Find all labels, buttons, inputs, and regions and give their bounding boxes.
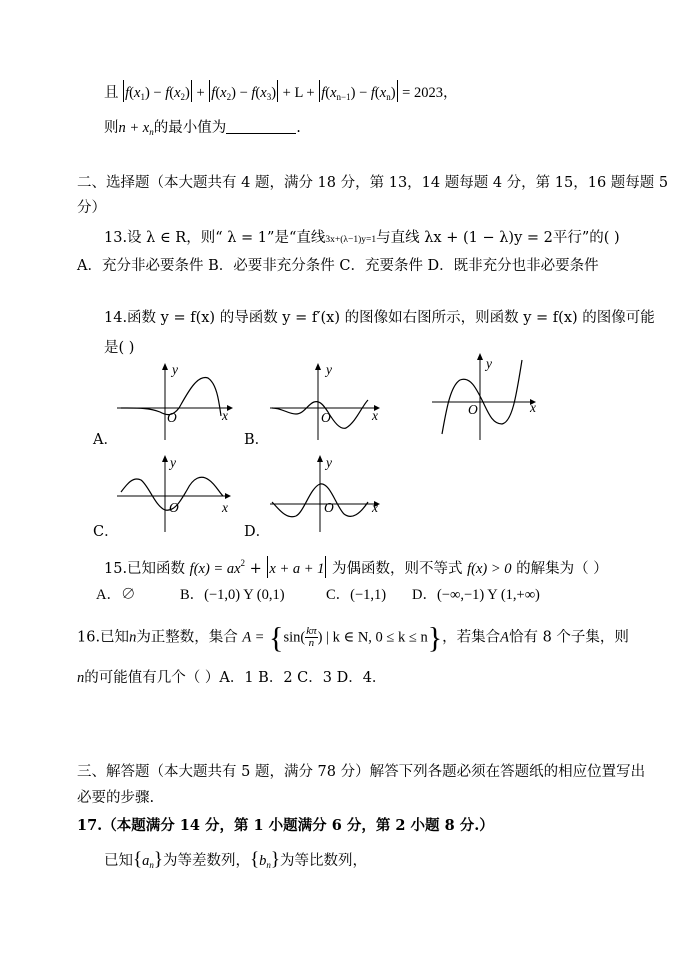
comma: ， <box>442 85 458 101</box>
q17-text-b: 为等差数列， <box>163 853 250 869</box>
word-ze: 则 <box>104 120 119 136</box>
q16-stem: 16.已知n为正整数，集合 A = {sin( $\frac{k\pi}{n}$ ) | k ∈ N, 0 ≤ k ≤ n}，若集合A恰有 8 个子集，则 <box>77 621 629 655</box>
min-value-text: 的最小值为 <box>153 120 227 136</box>
q16-frac-den: n <box>308 637 315 649</box>
graph-a-origin: O <box>167 410 177 425</box>
q16-set-a: A = <box>242 629 265 646</box>
q15-option-b: B．(−1,0) Y (0,1) <box>180 587 285 603</box>
derivative-y-label: y <box>486 356 492 371</box>
q15-square: 2 <box>240 558 246 568</box>
q15-option-d: D．(−∞,−1) Y (1,+∞) <box>412 587 540 603</box>
q16-set-name: A <box>500 629 509 646</box>
graph-c-x-label: x <box>222 500 228 515</box>
option-d-label: D． <box>244 524 271 540</box>
q15-function: f(x) = ax <box>189 561 241 577</box>
word-qie: 且 <box>104 85 119 101</box>
q15-option-a: A．∅ <box>96 587 136 603</box>
q16-sin: sin( <box>283 629 306 646</box>
ellipsis-term: + L + <box>282 85 315 101</box>
q17-an-sub: n <box>149 860 154 870</box>
graph-d-origin: O <box>324 500 334 515</box>
q15-option-c: C．(−1,1) <box>326 587 387 603</box>
q17-bn: b <box>259 853 267 869</box>
q17-text-c: 为等比数列， <box>280 853 367 869</box>
option-a-label: A． <box>93 432 118 448</box>
q15-inequality: f(x) > 0 <box>467 561 512 577</box>
q16-text-b: 为正整数，集合 <box>136 629 238 646</box>
graph-a-y-label: y <box>172 362 178 377</box>
graph-a-x-label: x <box>222 408 228 423</box>
q13-line-equation: 3x+(λ−1)y=1 <box>325 235 377 245</box>
section3-header: 三、解答题（本大题共有 5 题，满分 78 分）解答下列各题必须在答题纸的相应位置写出 <box>77 764 646 780</box>
graph-b-y-label: y <box>326 362 332 377</box>
q16-n: n <box>129 629 137 646</box>
q15-stem: 15.已知函数 $f(x) = ax^2 + x + a + 1$ 为偶函数，则不等式 f(x) > 0 的解集为（ ） <box>104 558 608 577</box>
q16-options-line <box>77 668 386 688</box>
q14-stem-cont: 是( ) <box>104 340 135 356</box>
graph-d-y-label: y <box>326 455 332 470</box>
q13-options: A．充分非必要条件 B．必要非充分条件 C．充要条件 D．既非充分也非必要条件 <box>77 258 599 274</box>
q16-frac-num: kπ <box>306 625 317 637</box>
q15-text-c: 的解集为（ ） <box>516 561 608 577</box>
q14-stem: 14.函数 y = f(x) 的导函数 y = f′(x) 的图像如右图所示，则函数 y = f(x) 的图像可能 <box>104 310 655 326</box>
graph-c-y-label: y <box>170 455 176 470</box>
q16-fraction <box>305 626 317 649</box>
period: . <box>296 120 301 136</box>
q15-text-a: 15.已知函数 <box>104 561 186 577</box>
graph-c-origin: O <box>169 500 179 515</box>
answer-blank <box>226 133 296 134</box>
equals-2023: = 2023 <box>402 85 443 101</box>
q17-bn-sub: n <box>266 860 271 870</box>
q17-stem: 已知$\{a_n\}$为等差数列，$\{b_n\}$为等比数列， <box>104 849 367 870</box>
q13-stem <box>104 228 620 250</box>
top-question-line <box>104 118 301 142</box>
top-condition-line: 且 $f(x_1) - f(x_2) + f(x_2) - f(x_3) + L + f(x_{n-1}) - f(x_n) = 2023$， <box>104 80 457 107</box>
q15-text-b: 为偶函数，则不等式 <box>332 561 463 577</box>
q16-set-condition: ) | k ∈ N, 0 ≤ k ≤ n <box>317 629 428 646</box>
graph-b-origin: O <box>321 410 331 425</box>
derivative-origin: O <box>468 402 478 417</box>
section2-header-cont: 分） <box>77 200 106 216</box>
q15-abs: x + a + 1 <box>269 561 325 577</box>
q17-an: a <box>142 853 150 869</box>
expr-n-plus-xn: n + x <box>118 120 150 136</box>
derivative-x-label: x <box>530 400 536 415</box>
q16-options: 的可能值有几个（ ）A．1 B．2 C．3 D．4． <box>84 670 387 686</box>
section2-header: 二、选择题（本大题共有 4 题，满分 18 分，第 13，14 题每题 4 分，第 15，16 题每题 5 <box>77 175 669 191</box>
q16-text-a: 16.已知 <box>77 629 130 646</box>
subscript: n <box>149 127 154 137</box>
q13-text-a: 13.设 λ ∈ R，则“ λ = 1”是“直线 <box>104 230 326 246</box>
q16-text-d: 恰有 8 个子集，则 <box>508 629 629 646</box>
option-c-label: C． <box>93 524 119 540</box>
q13-text-b: 与直线 λx + (1 − λ)y = 2平行”的( ) <box>376 230 620 246</box>
q17-text-a: 已知 <box>104 853 133 869</box>
q17-title: 17.（本题满分 14 分，第 1 小题满分 6 分，第 2 小题 8 分.） <box>77 817 494 834</box>
option-b-label: B． <box>244 432 270 448</box>
q16-n-repeat: n <box>77 670 85 686</box>
q16-text-c: ，若集合 <box>442 629 501 646</box>
graph-d-x-label: x <box>372 500 378 515</box>
graph-b-x-label: x <box>372 408 378 423</box>
section3-header-cont: 必要的步骤. <box>77 790 155 806</box>
